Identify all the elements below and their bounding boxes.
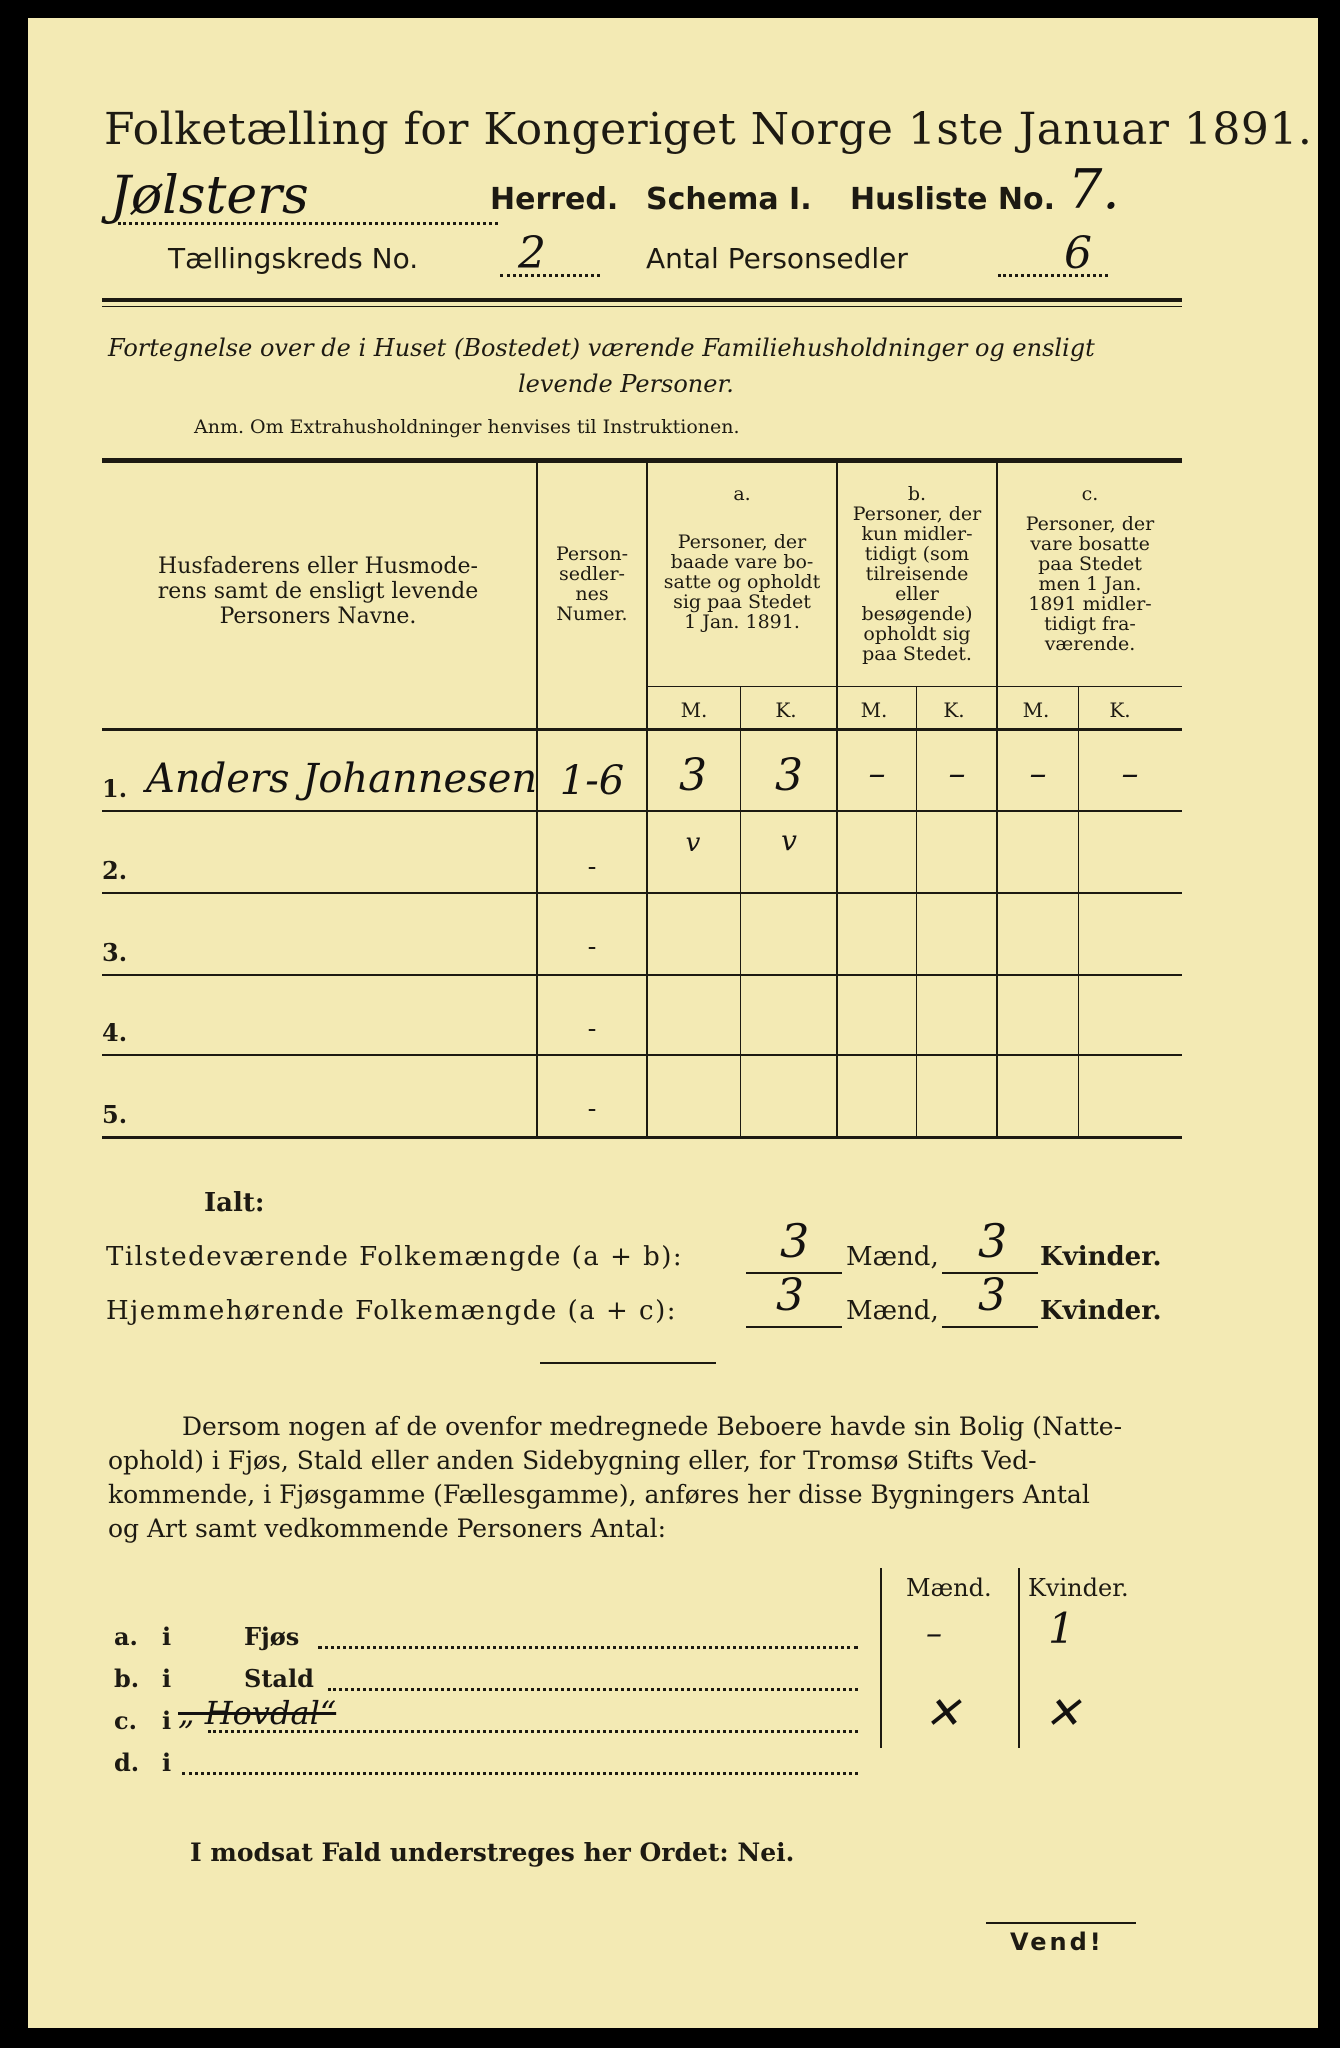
row-line-4 xyxy=(102,1054,1182,1056)
table-bottom-rule xyxy=(102,1136,1182,1139)
antal-label: Antal Personsedler xyxy=(646,242,908,275)
building-k-value: ✕ xyxy=(1044,1688,1081,1739)
husliste-label: Husliste No. xyxy=(850,182,1055,217)
building-i: i xyxy=(162,1706,172,1735)
intro-note: Anm. Om Extrahusholdninger henvises til Instruktionen. xyxy=(194,416,740,438)
total-resident-k: 3 xyxy=(978,1270,1006,1321)
building-letter: a. xyxy=(114,1622,138,1651)
building-letter: b. xyxy=(114,1664,140,1693)
maend-label: Mænd, xyxy=(846,1242,939,1272)
census-form xyxy=(28,18,1318,2028)
col-a-letter: a. xyxy=(733,483,751,505)
sedler-number: - xyxy=(587,1094,597,1124)
total-resident-m: 3 xyxy=(776,1270,804,1321)
buildings-col-line-1 xyxy=(880,1568,882,1748)
col-line-b-mk xyxy=(916,686,917,1136)
a-k-label: K. xyxy=(775,698,797,722)
building-m-value: – xyxy=(926,1614,942,1652)
total-resident-label: Hjemmehørende Folkemængde (a + c): xyxy=(106,1296,677,1326)
total-resident-m-line xyxy=(746,1326,842,1328)
vend-label: Vend! xyxy=(1010,1928,1104,1956)
intro-line2: levende Personer. xyxy=(518,370,734,398)
row-number: 2. xyxy=(102,856,128,885)
vend-rule xyxy=(986,1922,1136,1924)
building-k-value: 1 xyxy=(1048,1604,1075,1653)
buildings-maend-header: Mænd. xyxy=(906,1574,992,1602)
building-i: i xyxy=(162,1748,172,1777)
building-label: Stald xyxy=(244,1664,314,1693)
kreds-value: 2 xyxy=(518,228,546,279)
col-b-letter: b. xyxy=(907,483,927,505)
building-dotted-line xyxy=(182,1772,858,1775)
sedler-number: 1-6 xyxy=(559,758,625,804)
table-header-rule xyxy=(102,728,1182,731)
kreds-dotted-line xyxy=(500,274,600,277)
col-c-letter: c. xyxy=(1081,483,1099,505)
herred-value: Jølsters xyxy=(110,166,309,226)
building-dotted-line xyxy=(318,1646,858,1649)
header-rule xyxy=(102,298,1182,302)
a-k-value: 3 xyxy=(775,750,803,801)
maend-label: Mænd, xyxy=(846,1296,939,1326)
total-present-m: 3 xyxy=(780,1214,810,1268)
buildings-kvinder-header: Kvinder. xyxy=(1028,1574,1129,1602)
col-a-header: Personer, der baade vare bo- satte og opholdt sig paa Stedet 1 Jan. 1891. xyxy=(663,531,821,633)
herred-dotted-line xyxy=(118,222,498,225)
building-dotted-line xyxy=(328,1688,858,1691)
a-m-label: M. xyxy=(680,698,708,722)
mk-header-rule xyxy=(646,686,1182,687)
b-k-label: K. xyxy=(943,698,965,722)
nei-line: I modsat Fald understreges her Ordet: Nei. xyxy=(190,1838,795,1867)
c-k-label: K. xyxy=(1109,698,1131,722)
table-top-rule xyxy=(102,458,1182,463)
col-num-header: Person- sedler- nes Numer. xyxy=(555,543,629,625)
intro-line1: Fortegnelse over de i Huset (Bostedet) værende Familiehusholdninger og ensligt xyxy=(108,334,1095,362)
c-m-label: M. xyxy=(1022,698,1050,722)
schema-label: Schema I. xyxy=(646,182,812,217)
person-name: Anders Johannesen xyxy=(146,756,538,802)
row-number: 5. xyxy=(102,1100,128,1129)
husliste-value: 7. xyxy=(1068,158,1120,221)
b-k-value: – xyxy=(948,754,966,794)
antal-value: 6 xyxy=(1064,228,1092,279)
total-present-k: 3 xyxy=(978,1214,1008,1268)
row-number: 4. xyxy=(102,1018,128,1047)
col-c-header: Personer, der vare bosatte paa Stedet men 1 Jan. 1891 midler- tidigt fra- værende. xyxy=(1025,513,1155,655)
total-present-label: Tilstedeværende Folkemængde (a + b): xyxy=(106,1242,684,1272)
a-k-value: v xyxy=(781,824,797,857)
building-letter: d. xyxy=(114,1748,140,1777)
paragraph-line4: og Art samt vedkommende Personers Antal: xyxy=(108,1514,667,1543)
a-m-value: v xyxy=(685,828,701,858)
sedler-number: - xyxy=(587,852,597,882)
form-title: Folketælling for Kongeriget Norge 1ste Januar 1891. xyxy=(104,104,1313,155)
separator-rule xyxy=(540,1362,716,1364)
sedler-number: - xyxy=(587,932,597,962)
row-line-3 xyxy=(102,974,1182,976)
kvinder-label: Kvinder. xyxy=(1040,1242,1162,1272)
building-label: „ Hovdal“ xyxy=(178,1694,337,1732)
building-m-value: ✕ xyxy=(924,1688,961,1739)
paragraph-line2: ophold) i Fjøs, Stald eller anden Sidebygning eller, for Tromsø Stifts Ved- xyxy=(108,1446,1037,1475)
col-line-c-mk xyxy=(1078,686,1079,1136)
b-m-value: – xyxy=(868,754,886,794)
b-m-label: M. xyxy=(860,698,888,722)
col-name-header: Husfaderens eller Husmode- rens samt de ensligt levende Personers Navne. xyxy=(157,554,479,629)
header-rule-thin xyxy=(102,306,1182,307)
herred-label: Herred. xyxy=(490,182,619,217)
row-number: 3. xyxy=(102,938,128,967)
ialt-label: Ialt: xyxy=(204,1188,265,1218)
building-i: i xyxy=(162,1664,172,1693)
row-line-2 xyxy=(102,892,1182,894)
building-dotted-line xyxy=(208,1730,858,1733)
a-m-value: 3 xyxy=(679,750,707,801)
paragraph-line1: Dersom nogen af de ovenfor medregnede Beboere havde sin Bolig (Natte- xyxy=(182,1412,1123,1441)
sedler-number: - xyxy=(587,1014,597,1044)
row-line-1 xyxy=(102,810,1182,812)
antal-dotted-line xyxy=(998,274,1108,277)
paragraph-line3: kommende, i Fjøsgamme (Fællesgamme), anføres her disse Bygningers Antal xyxy=(108,1480,1090,1509)
kreds-label: Tællingskreds No. xyxy=(168,242,419,275)
col-line-a-mk xyxy=(740,686,741,1136)
buildings-col-line-2 xyxy=(1018,1568,1020,1748)
total-resident-k-line xyxy=(942,1326,1038,1328)
c-m-value: – xyxy=(1029,754,1047,794)
c-k-value: – xyxy=(1121,754,1139,794)
row-number: 1. xyxy=(102,774,128,803)
col-b-header: Personer, der kun midler- tidigt (som tilreisende eller besøgende) opholdt sig paa Stedet. xyxy=(852,503,982,665)
kvinder-label: Kvinder. xyxy=(1040,1296,1162,1326)
building-i: i xyxy=(162,1622,172,1651)
building-letter: c. xyxy=(114,1706,137,1735)
building-label: Fjøs xyxy=(244,1622,300,1651)
